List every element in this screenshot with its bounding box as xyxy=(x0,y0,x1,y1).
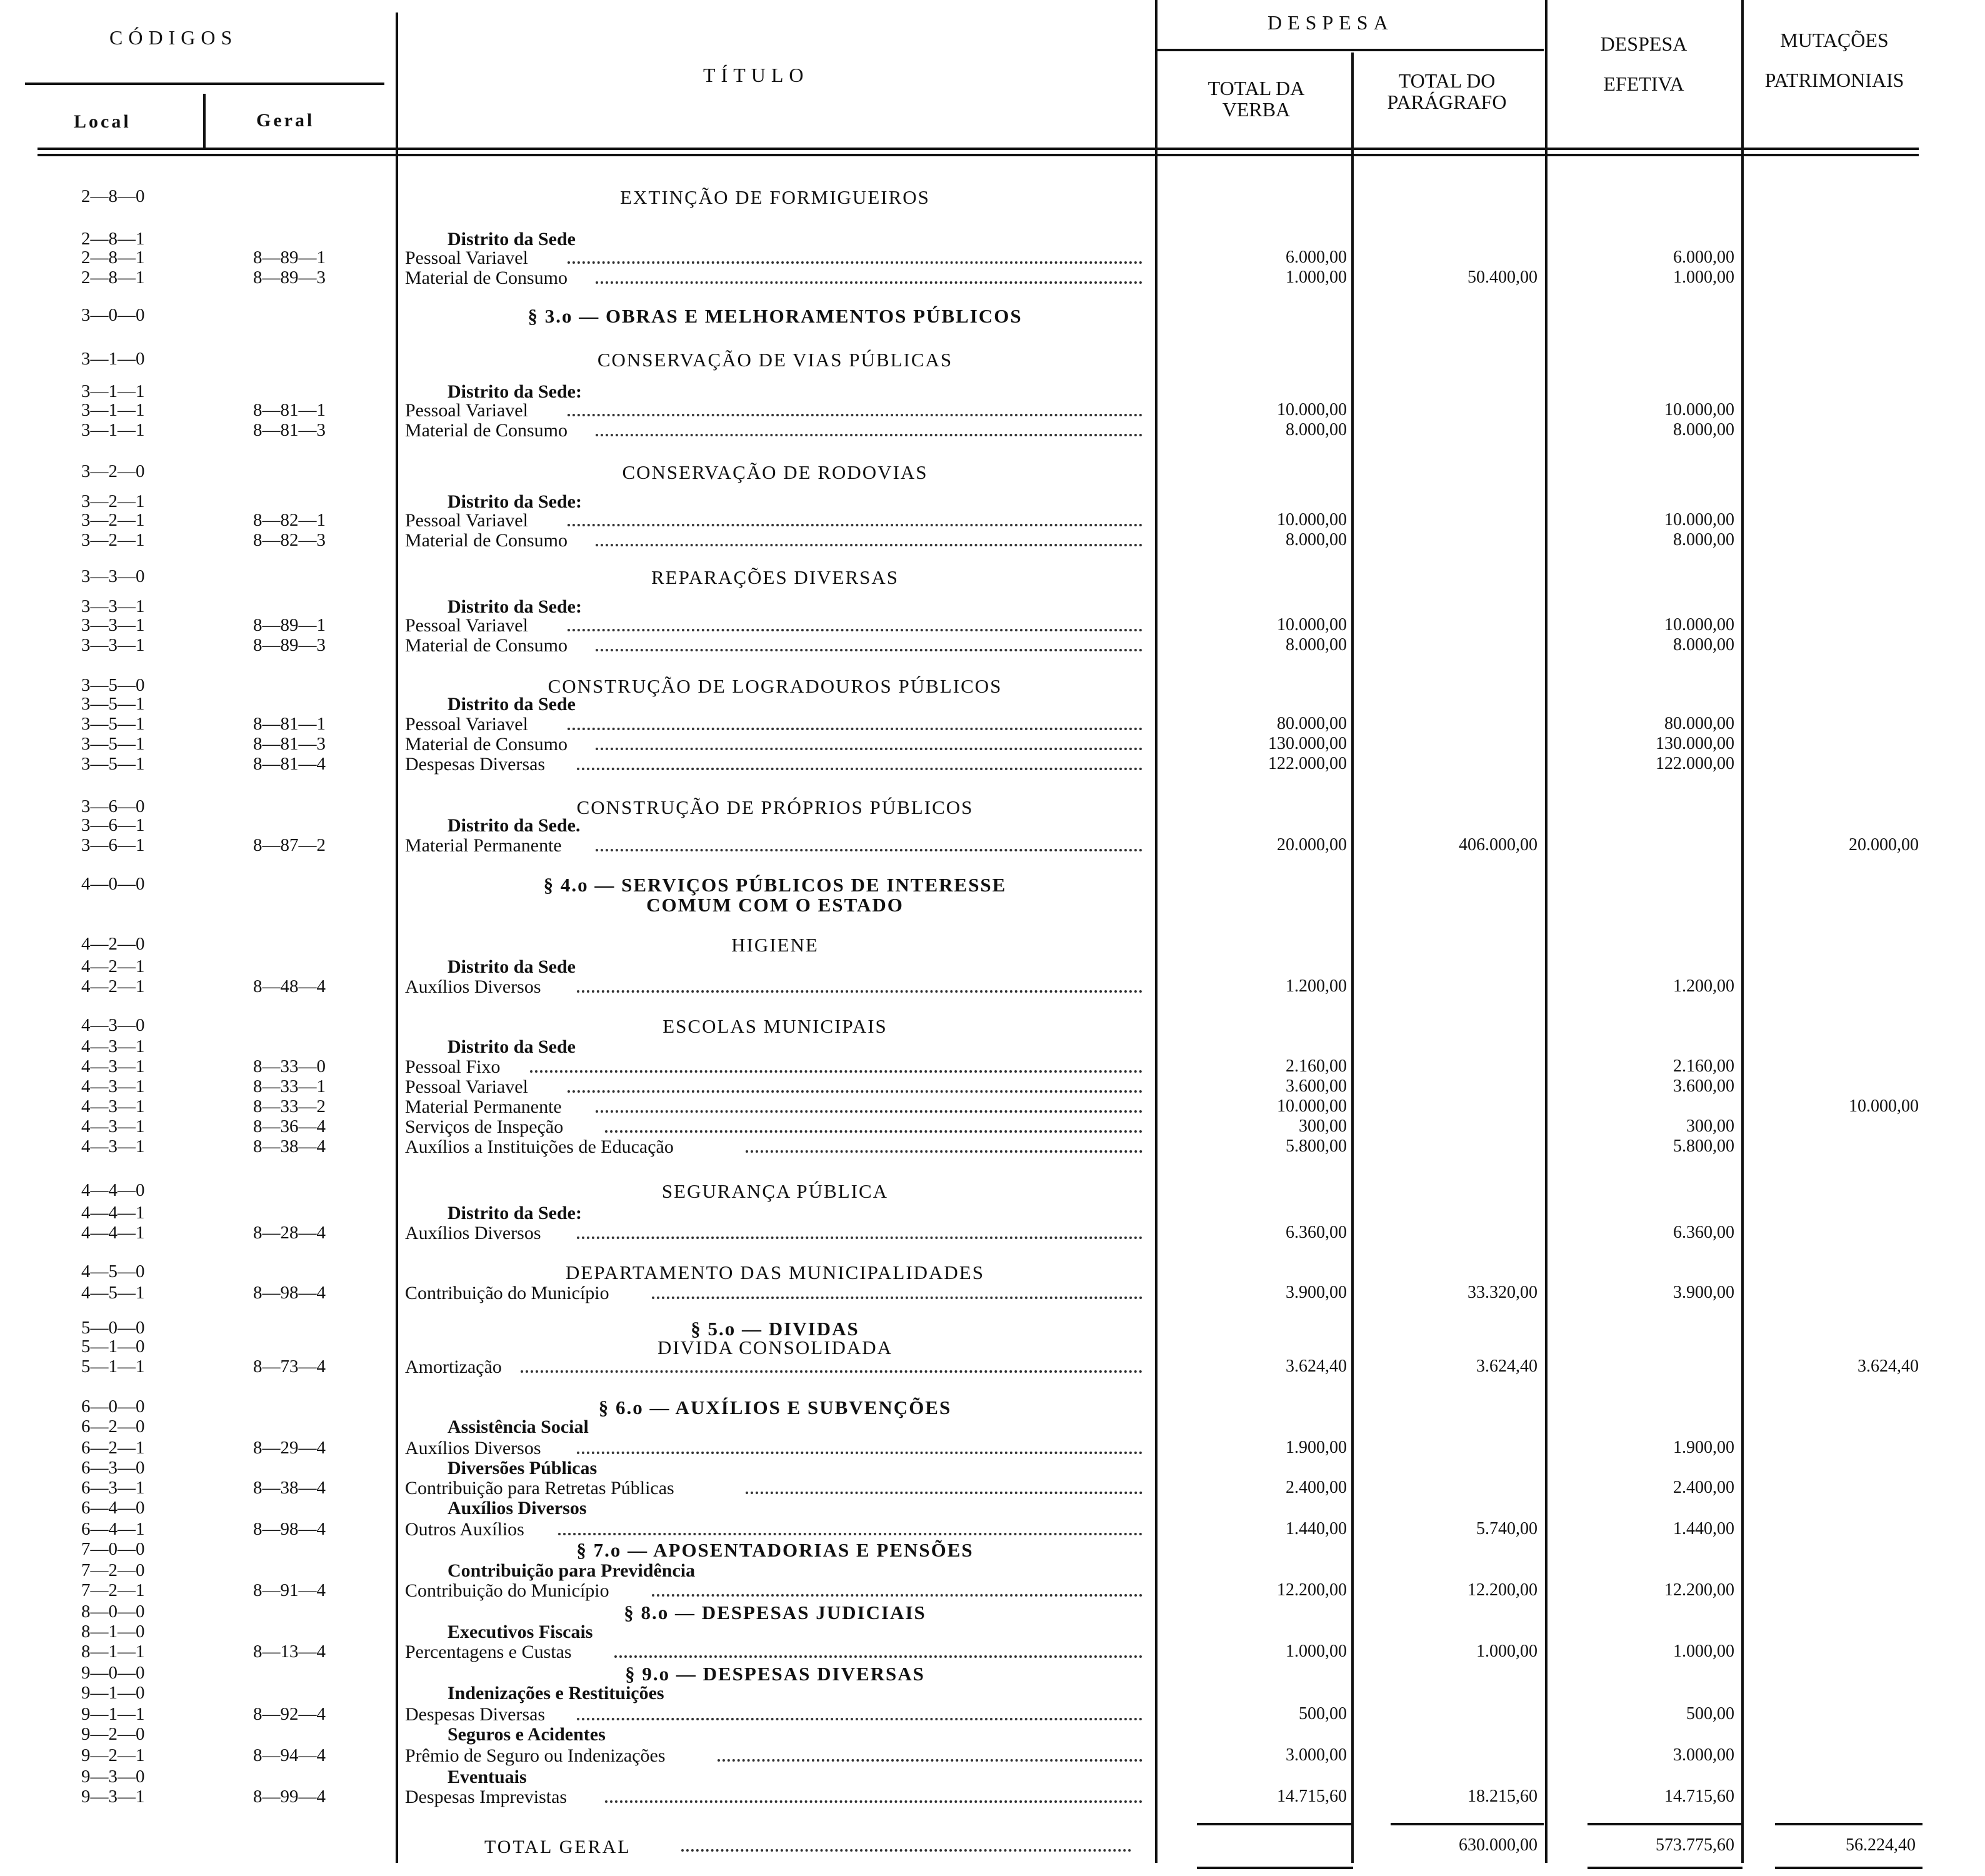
item-title: Despesas Imprevistas xyxy=(405,1787,568,1807)
code-geral: 8—98—4 xyxy=(253,1283,326,1303)
code-local: 3—5—1 xyxy=(81,694,145,714)
header-total-paragrafo-line2: PARÁGRAFO xyxy=(1387,91,1507,113)
subgroup-title: Eventuais xyxy=(448,1767,527,1787)
code-geral: 8—92—4 xyxy=(253,1704,326,1724)
total-da-verba: 80.000,00 xyxy=(1277,714,1347,733)
item-title: Pessoal Variavel xyxy=(405,248,528,268)
code-local: 9—1—0 xyxy=(81,1683,145,1703)
total-da-verba: 3.900,00 xyxy=(1286,1283,1347,1302)
total-leader-dots xyxy=(681,1849,1131,1852)
header-despesa-efetiva-line2: EFETIVA xyxy=(1603,73,1684,95)
item-title: Pessoal Fixo xyxy=(405,1056,501,1077)
leader-dots xyxy=(596,849,1142,851)
mutacoes-patrimoniais: 10.000,00 xyxy=(1849,1096,1919,1116)
header-rule-bottom-2 xyxy=(38,154,1919,156)
total-da-verba: 14.715,60 xyxy=(1277,1787,1347,1806)
total-do-paragrafo: 33.320,00 xyxy=(1468,1283,1538,1302)
section-title: § 3.o — OBRAS E MELHORAMENTOS PÚBLICOS xyxy=(528,305,1022,327)
total-do-paragrafo: 1.000,00 xyxy=(1476,1642,1538,1661)
rule-mutacoes-left xyxy=(1741,0,1744,1863)
total-da-verba: 10.000,00 xyxy=(1277,510,1347,529)
code-local: 4—5—1 xyxy=(81,1283,145,1303)
code-local: 6—2—1 xyxy=(81,1438,145,1458)
item-title: Pessoal Variavel xyxy=(405,1076,528,1097)
item-title: Pessoal Variavel xyxy=(405,510,528,531)
code-local: 4—5—0 xyxy=(81,1262,145,1282)
code-local: 4—0—0 xyxy=(81,874,145,894)
leader-dots xyxy=(530,1070,1142,1073)
header-mutacoes-line2: PATRIMONIAIS xyxy=(1764,69,1904,91)
despesa-efetiva: 300,00 xyxy=(1686,1116,1734,1136)
total-underline-verba xyxy=(1197,1867,1353,1869)
code-local: 3—2—0 xyxy=(81,461,145,481)
code-local: 6—3—1 xyxy=(81,1478,145,1498)
item-title: Material Permanente xyxy=(405,835,562,856)
subgroup-title: Distrito da Sede: xyxy=(448,381,582,402)
total-underline-mutacoes xyxy=(1775,1867,1922,1869)
subgroup-title: Distrito da Sede: xyxy=(448,491,582,512)
header-mutacoes xyxy=(1744,20,1925,100)
code-local: 4—4—1 xyxy=(81,1203,145,1223)
code-geral: 8—89—3 xyxy=(253,268,326,288)
code-local: 9—2—1 xyxy=(81,1745,145,1765)
total-da-verba: 3.600,00 xyxy=(1286,1076,1347,1096)
despesa-efetiva: 2.160,00 xyxy=(1673,1056,1734,1076)
total-da-verba: 1.000,00 xyxy=(1286,1642,1347,1661)
item-title: Material de Consumo xyxy=(405,530,568,551)
leader-dots xyxy=(577,1236,1142,1239)
leader-dots xyxy=(596,544,1142,546)
code-local: 6—0—0 xyxy=(81,1397,145,1417)
item-title: Contribuição do Município xyxy=(405,1580,609,1601)
subgroup-title: Distrito da Sede: xyxy=(448,1203,582,1223)
item-title: Material de Consumo xyxy=(405,420,568,441)
header-geral: Geral xyxy=(256,110,315,131)
despesa-efetiva: 8.000,00 xyxy=(1673,635,1734,655)
code-local: 6—2—0 xyxy=(81,1417,145,1437)
leader-dots xyxy=(568,414,1142,416)
code-local: 3—2—1 xyxy=(81,530,145,550)
subgroup-title: Distrito da Sede xyxy=(448,956,576,977)
code-geral: 8—33—1 xyxy=(253,1076,326,1096)
subgroup-title: Distrito da Sede xyxy=(448,1036,576,1057)
total-do-paragrafo: 12.200,00 xyxy=(1468,1580,1538,1600)
header-rule-codigos xyxy=(25,83,384,85)
rule-titulo-left xyxy=(396,13,398,1863)
code-local: 4—4—1 xyxy=(81,1223,145,1243)
subgroup-title: Seguros e Acidentes xyxy=(448,1724,606,1745)
total-da-verba: 6.000,00 xyxy=(1286,248,1347,267)
total-rule-efetiva xyxy=(1588,1823,1742,1825)
item-title: Despesas Diversas xyxy=(405,1704,546,1725)
despesa-efetiva: 1.900,00 xyxy=(1673,1438,1734,1457)
leader-dots xyxy=(568,728,1142,730)
despesa-efetiva: 2.400,00 xyxy=(1673,1478,1734,1497)
mutacoes-patrimoniais: 20.000,00 xyxy=(1849,835,1919,855)
code-local: 2—8—0 xyxy=(81,186,145,206)
code-local: 4—2—0 xyxy=(81,934,145,954)
code-geral: 8—82—3 xyxy=(253,530,326,550)
item-title: Percentagens e Custas xyxy=(405,1642,572,1662)
header-codigos: CÓDIGOS xyxy=(109,26,238,49)
leader-dots xyxy=(614,1655,1142,1658)
group-title: CONSTRUÇÃO DE LOGRADOUROS PÚBLICOS xyxy=(548,675,1002,697)
group-title: SEGURANÇA PÚBLICA xyxy=(661,1180,889,1202)
code-local: 3—5—1 xyxy=(81,754,145,774)
subgroup-title: Executivos Fiscais xyxy=(448,1622,593,1642)
item-title: Pessoal Variavel xyxy=(405,714,528,735)
item-title: Material Permanente xyxy=(405,1096,562,1117)
code-geral: 8—98—4 xyxy=(253,1519,326,1539)
leader-dots xyxy=(652,1594,1142,1597)
code-geral: 8—82—1 xyxy=(253,510,326,530)
code-geral: 8—36—4 xyxy=(253,1116,326,1136)
leader-dots xyxy=(596,649,1142,651)
leader-dots xyxy=(746,1150,1142,1153)
code-geral: 8—38—4 xyxy=(253,1136,326,1156)
leader-dots xyxy=(718,1759,1142,1762)
leader-dots xyxy=(558,1533,1142,1535)
total-da-verba: 130.000,00 xyxy=(1268,734,1347,753)
total-da-verba: 1.440,00 xyxy=(1286,1519,1347,1538)
code-local: 3—2—1 xyxy=(81,491,145,511)
code-local: 9—0—0 xyxy=(81,1663,145,1683)
code-local: 8—0—0 xyxy=(81,1602,145,1622)
section-title: § 4.o — SERVIÇOS PÚBLICOS DE INTERESSE xyxy=(543,874,1007,896)
header-despesa-efetiva xyxy=(1547,24,1741,104)
code-local: 3—5—1 xyxy=(81,734,145,754)
header-total-paragrafo xyxy=(1350,70,1544,113)
total-da-verba: 6.360,00 xyxy=(1286,1223,1347,1242)
code-local: 3—0—0 xyxy=(81,305,145,325)
item-title: Material de Consumo xyxy=(405,734,568,755)
item-title: Material de Consumo xyxy=(405,268,568,288)
total-da-verba: 1.200,00 xyxy=(1286,976,1347,996)
leader-dots xyxy=(577,990,1142,993)
code-local: 4—3—1 xyxy=(81,1036,145,1056)
despesa-efetiva: 10.000,00 xyxy=(1664,510,1734,529)
header-total-verba xyxy=(1162,78,1350,120)
despesa-efetiva: 1.440,00 xyxy=(1673,1519,1734,1538)
code-local: 9—3—1 xyxy=(81,1787,145,1807)
total-underline-efetiva xyxy=(1588,1867,1742,1869)
leader-dots xyxy=(652,1297,1142,1299)
total-da-verba: 8.000,00 xyxy=(1286,420,1347,439)
leader-dots xyxy=(577,1452,1142,1454)
leader-dots xyxy=(568,629,1142,631)
code-local: 4—2—1 xyxy=(81,976,145,996)
total-da-verba: 20.000,00 xyxy=(1277,835,1347,855)
total-rule-verba xyxy=(1197,1823,1353,1825)
item-title: Auxílios Diversos xyxy=(405,976,541,997)
code-local: 3—1—1 xyxy=(81,400,145,420)
group-title: DEPARTAMENTO DAS MUNICIPALIDADES xyxy=(566,1262,984,1283)
despesa-efetiva: 3.900,00 xyxy=(1673,1283,1734,1302)
despesa-efetiva: 10.000,00 xyxy=(1664,615,1734,635)
item-title: Amortização xyxy=(405,1357,502,1377)
code-local: 4—3—1 xyxy=(81,1096,145,1116)
despesa-efetiva: 1.000,00 xyxy=(1673,1642,1734,1661)
code-local: 3—1—1 xyxy=(81,420,145,440)
leader-dots xyxy=(605,1130,1142,1133)
code-local: 3—6—1 xyxy=(81,835,145,855)
leader-dots xyxy=(596,1110,1142,1113)
total-efetiva: 573.775,60 xyxy=(1656,1835,1734,1855)
code-geral: 8—28—4 xyxy=(253,1223,326,1243)
section-title: § 7.o — APOSENTADORIAS E PENSÕES xyxy=(576,1539,974,1561)
total-da-verba: 12.200,00 xyxy=(1277,1580,1347,1600)
subgroup-title: Assistência Social xyxy=(448,1417,589,1437)
code-local: 4—3—0 xyxy=(81,1015,145,1035)
code-local: 6—4—0 xyxy=(81,1498,145,1518)
item-title: Auxílios Diversos xyxy=(405,1223,541,1243)
item-title: Auxílios Diversos xyxy=(405,1438,541,1458)
total-da-verba: 1.000,00 xyxy=(1286,268,1347,287)
code-geral: 8—81—1 xyxy=(253,714,326,734)
code-local: 3—5—1 xyxy=(81,714,145,734)
group-title: CONSTRUÇÃO DE PRÓPRIOS PÚBLICOS xyxy=(576,796,974,818)
total-da-verba: 2.400,00 xyxy=(1286,1478,1347,1497)
despesa-efetiva: 500,00 xyxy=(1686,1704,1734,1723)
code-geral: 8—38—4 xyxy=(253,1478,326,1498)
code-local: 3—5—0 xyxy=(81,675,145,695)
code-local: 9—3—0 xyxy=(81,1767,145,1787)
code-local: 3—3—1 xyxy=(81,596,145,616)
leader-dots xyxy=(521,1370,1142,1373)
total-paragrafo: 630.000,00 xyxy=(1459,1835,1538,1855)
header-total-verba-line1: TOTAL DA xyxy=(1208,77,1305,99)
code-geral: 8—94—4 xyxy=(253,1745,326,1765)
group-title: EXTINÇÃO DE FORMIGUEIROS xyxy=(620,186,930,208)
despesa-efetiva: 12.200,00 xyxy=(1664,1580,1734,1600)
code-local: 3—2—1 xyxy=(81,510,145,530)
total-mutacoes: 56.224,40 xyxy=(1846,1835,1916,1855)
rule-efetiva-left xyxy=(1545,0,1548,1863)
despesa-efetiva: 80.000,00 xyxy=(1664,714,1734,733)
rule-verba-left xyxy=(1155,0,1158,1863)
code-geral: 8—91—4 xyxy=(253,1580,326,1600)
total-da-verba: 1.900,00 xyxy=(1286,1438,1347,1457)
total-da-verba: 8.000,00 xyxy=(1286,530,1347,549)
code-local: 2—8—1 xyxy=(81,229,145,249)
code-local: 5—0—0 xyxy=(81,1318,145,1338)
code-local: 9—2—0 xyxy=(81,1724,145,1744)
leader-dots xyxy=(577,768,1142,770)
despesa-efetiva: 6.360,00 xyxy=(1673,1223,1734,1242)
code-geral: 8—81—3 xyxy=(253,420,326,440)
header-local: Local xyxy=(74,111,131,132)
item-title: Serviços de Inspeção xyxy=(405,1116,564,1137)
code-local: 3—1—0 xyxy=(81,349,145,369)
total-rule-paragrafo xyxy=(1391,1823,1544,1825)
code-geral: 8—89—1 xyxy=(253,248,326,268)
code-local: 3—3—0 xyxy=(81,566,145,586)
item-title: Despesas Diversas xyxy=(405,754,546,775)
total-da-verba: 122.000,00 xyxy=(1268,754,1347,773)
code-geral: 8—73—4 xyxy=(253,1357,326,1377)
total-da-verba: 8.000,00 xyxy=(1286,635,1347,655)
leader-dots xyxy=(596,748,1142,750)
despesa-efetiva: 1.000,00 xyxy=(1673,268,1734,287)
total-da-verba: 3.624,40 xyxy=(1286,1357,1347,1376)
total-da-verba: 500,00 xyxy=(1299,1704,1347,1723)
item-title: Prêmio de Seguro ou Indenizações xyxy=(405,1745,666,1766)
header-despesa-efetiva-line1: DESPESA xyxy=(1600,33,1688,55)
despesa-efetiva: 1.200,00 xyxy=(1673,976,1734,996)
code-geral: 8—13—4 xyxy=(253,1642,326,1662)
code-geral: 8—33—2 xyxy=(253,1096,326,1116)
group-title: CONSERVAÇÃO DE RODOVIAS xyxy=(622,461,928,483)
despesa-efetiva: 8.000,00 xyxy=(1673,420,1734,439)
code-local: 4—3—1 xyxy=(81,1056,145,1076)
subgroup-title: Diversões Públicas xyxy=(448,1458,598,1478)
total-da-verba: 10.000,00 xyxy=(1277,400,1347,419)
subgroup-title: Distrito da Sede xyxy=(448,229,576,249)
section-title: § 6.o — AUXÍLIOS E SUBVENÇÕES xyxy=(598,1397,952,1418)
header-despesa: DESPESA xyxy=(1268,11,1394,34)
section-title: § 5.o — DIVIDAS xyxy=(691,1318,859,1340)
rule-paragrafo-left xyxy=(1351,53,1354,1863)
code-geral: 8—81—4 xyxy=(253,754,326,774)
header-rule-despesa xyxy=(1156,49,1544,51)
leader-dots xyxy=(577,1718,1142,1720)
despesa-efetiva: 6.000,00 xyxy=(1673,248,1734,267)
code-local: 4—3—1 xyxy=(81,1076,145,1096)
subgroup-title: Contribuição para Previdência xyxy=(448,1560,696,1581)
item-title: Contribuição para Retretas Públicas xyxy=(405,1478,674,1498)
group-title: REPARAÇÕES DIVERSAS xyxy=(651,566,899,588)
code-local: 3—3—1 xyxy=(81,615,145,635)
despesa-efetiva: 130.000,00 xyxy=(1656,734,1734,753)
code-local: 2—8—1 xyxy=(81,268,145,288)
subgroup-title: Auxílios Diversos xyxy=(448,1498,587,1518)
code-geral: 8—81—1 xyxy=(253,400,326,420)
subgroup-title: Distrito da Sede xyxy=(448,694,576,715)
item-title: Auxílios a Instituições de Educação xyxy=(405,1136,674,1157)
code-geral: 8—33—0 xyxy=(253,1056,326,1076)
leader-dots xyxy=(568,261,1142,264)
code-local: 4—2—1 xyxy=(81,956,145,976)
header-total-paragrafo-line1: TOTAL DO xyxy=(1398,69,1496,92)
section-title: § 9.o — DESPESAS DIVERSAS xyxy=(625,1663,925,1685)
despesa-efetiva: 3.600,00 xyxy=(1673,1076,1734,1096)
code-local: 5—1—1 xyxy=(81,1357,145,1377)
code-geral: 8—87—2 xyxy=(253,835,326,855)
group-title: CONSERVAÇÃO DE VIAS PÚBLICAS xyxy=(597,349,953,371)
total-do-paragrafo: 50.400,00 xyxy=(1468,268,1538,287)
subgroup-title: Distrito da Sede. xyxy=(448,815,581,836)
item-title: Contribuição do Município xyxy=(405,1283,609,1303)
code-geral: 8—89—3 xyxy=(253,635,326,655)
code-local: 4—3—1 xyxy=(81,1136,145,1156)
despesa-efetiva: 3.000,00 xyxy=(1673,1745,1734,1765)
item-title: Pessoal Variavel xyxy=(405,400,528,421)
code-local: 6—4—1 xyxy=(81,1519,145,1539)
total-da-verba: 10.000,00 xyxy=(1277,1096,1347,1116)
despesa-efetiva: 14.715,60 xyxy=(1664,1787,1734,1806)
code-geral: 8—81—3 xyxy=(253,734,326,754)
code-local: 7—2—1 xyxy=(81,1580,145,1600)
despesa-efetiva: 5.800,00 xyxy=(1673,1136,1734,1156)
leader-dots xyxy=(596,281,1142,284)
group-title: DIVIDA CONSOLIDADA xyxy=(657,1337,893,1358)
code-local: 4—3—1 xyxy=(81,1116,145,1136)
code-local: 6—3—0 xyxy=(81,1458,145,1478)
code-geral: 8—29—4 xyxy=(253,1438,326,1458)
header-rule-bottom-1 xyxy=(38,148,1919,150)
total-do-paragrafo: 3.624,40 xyxy=(1476,1357,1538,1376)
leader-dots xyxy=(605,1800,1142,1803)
code-local: 8—1—1 xyxy=(81,1642,145,1662)
group-title: HIGIENE xyxy=(731,934,819,956)
total-do-paragrafo: 406.000,00 xyxy=(1459,835,1538,855)
total-label: TOTAL GERAL xyxy=(484,1837,631,1857)
item-title: Material de Consumo xyxy=(405,635,568,656)
section-title: COMUM COM O ESTADO xyxy=(646,894,904,916)
leader-dots xyxy=(746,1492,1142,1494)
code-local: 3—6—0 xyxy=(81,796,145,816)
code-local: 9—1—1 xyxy=(81,1704,145,1724)
code-local: 4—4—0 xyxy=(81,1180,145,1200)
leader-dots xyxy=(568,524,1142,526)
code-local: 7—0—0 xyxy=(81,1539,145,1559)
code-geral: 8—48—4 xyxy=(253,976,326,996)
leader-dots xyxy=(596,434,1142,436)
code-geral: 8—99—4 xyxy=(253,1787,326,1807)
code-local: 2—8—1 xyxy=(81,248,145,268)
total-da-verba: 2.160,00 xyxy=(1286,1056,1347,1076)
total-da-verba: 10.000,00 xyxy=(1277,615,1347,635)
total-da-verba: 300,00 xyxy=(1299,1116,1347,1136)
code-local: 3—1—1 xyxy=(81,381,145,401)
header-mutacoes-line1: MUTAÇÕES xyxy=(1780,29,1889,51)
leader-dots xyxy=(568,1090,1142,1093)
total-da-verba: 5.800,00 xyxy=(1286,1136,1347,1156)
section-title: § 8.o — DESPESAS JUDICIAIS xyxy=(624,1602,926,1623)
header-titulo: TÍTULO xyxy=(703,64,809,86)
subgroup-title: Distrito da Sede: xyxy=(448,596,582,617)
code-local: 8—1—0 xyxy=(81,1622,145,1642)
total-rule-mutacoes xyxy=(1775,1823,1922,1825)
group-title: ESCOLAS MUNICIPAIS xyxy=(662,1015,888,1037)
rule-local-geral-header xyxy=(203,94,206,150)
total-do-paragrafo: 18.215,60 xyxy=(1468,1787,1538,1806)
code-local: 3—3—1 xyxy=(81,635,145,655)
mutacoes-patrimoniais: 3.624,40 xyxy=(1858,1357,1919,1376)
total-da-verba: 3.000,00 xyxy=(1286,1745,1347,1765)
code-local: 3—6—1 xyxy=(81,815,145,835)
item-title: Pessoal Variavel xyxy=(405,615,528,636)
despesa-efetiva: 122.000,00 xyxy=(1656,754,1734,773)
subgroup-title: Indenizações e Restituições xyxy=(448,1683,664,1703)
code-local: 7—2—0 xyxy=(81,1560,145,1580)
despesa-efetiva: 8.000,00 xyxy=(1673,530,1734,549)
total-do-paragrafo: 5.740,00 xyxy=(1476,1519,1538,1538)
code-local: 5—1—0 xyxy=(81,1337,145,1357)
item-title: Outros Auxílios xyxy=(405,1519,524,1540)
code-geral: 8—89—1 xyxy=(253,615,326,635)
header-total-verba-line2: VERBA xyxy=(1222,98,1291,121)
despesa-efetiva: 10.000,00 xyxy=(1664,400,1734,419)
